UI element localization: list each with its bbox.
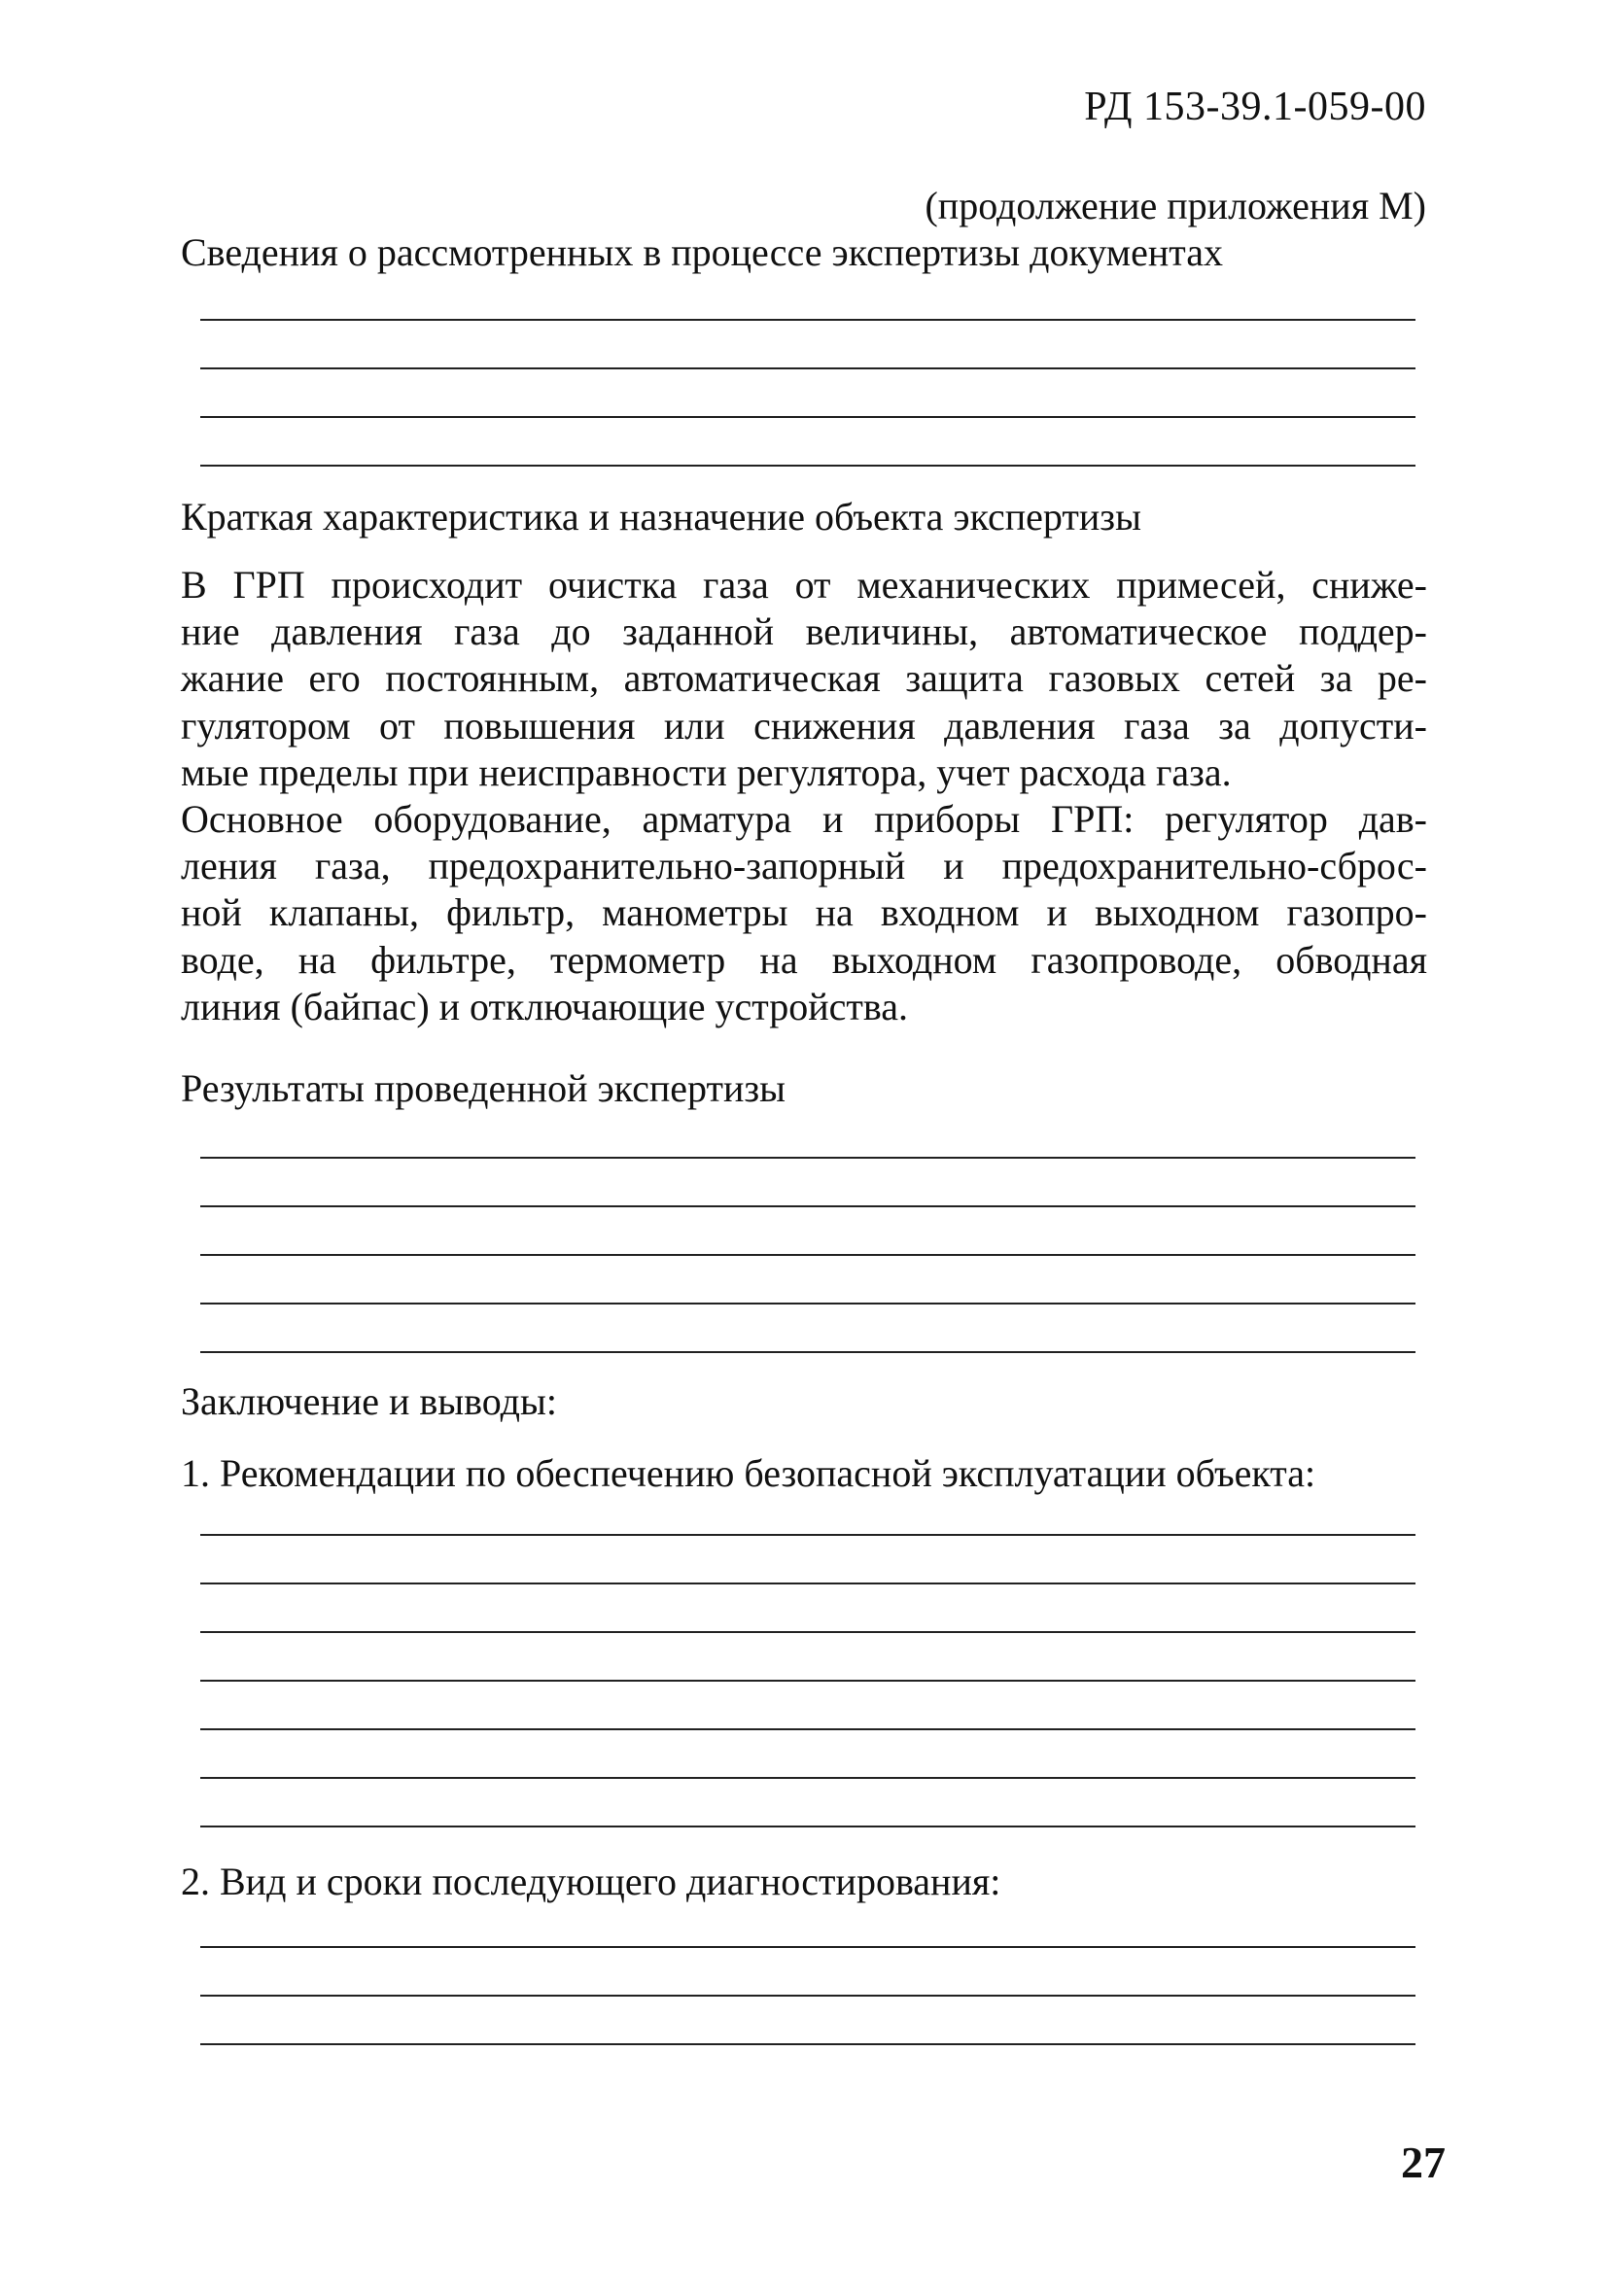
blank-line [200,1303,1415,1305]
diagnostics-heading: 2. Вид и сроки последующего диагностирования: [181,1860,1001,1903]
description-line: ной клапаны, фильтр, манометры на входном и выходном газопро- [181,890,1427,935]
reviewed-documents-heading: Сведения о рассмотренных в процессе экспертизы документах [181,230,1223,274]
object-description [181,562,1427,1030]
blank-line [200,1351,1415,1353]
description-line: линия (байпас) и отключающие устройства. [181,984,908,1028]
object-characteristics-heading: Краткая характеристика и назначение объекта экспертизы [181,495,1141,539]
blank-line [200,1254,1415,1256]
results-heading: Результаты проведенной экспертизы [181,1066,786,1110]
blank-line [200,2043,1415,2045]
blank-line [200,1205,1415,1207]
description-line: ления газа, предохранительно-запорный и предохранительно-сброс- [181,844,1427,888]
blank-line [200,367,1415,369]
description-line: мые пределы при неисправности регулятора, учет расхода газа. [181,749,1232,794]
description-line: ние давления газа до заданной величины, автоматическое поддер- [181,609,1427,654]
blank-line [200,1534,1415,1536]
blank-line [200,1680,1415,1682]
blank-line [200,319,1415,321]
description-line: Основное оборудование, арматура и приборы ГРП: регулятор дав- [181,797,1427,842]
blank-line [200,1826,1415,1827]
description-line: жание его постоянным, автоматическая защита газовых сетей за ре- [181,656,1427,701]
blank-line [200,1583,1415,1584]
blank-line [200,1995,1415,1997]
blank-line [200,416,1415,418]
appendix-continuation-note: (продолжение приложения М) [925,184,1426,227]
document-code: РД 153-39.1-059-00 [1084,85,1426,129]
description-line: гулятором от повышения или снижения давления газа за допусти- [181,703,1427,748]
blank-line [200,1946,1415,1948]
description-line: воде, на фильтре, термометр на выходном газопроводе, обводная [181,937,1427,982]
description-line: В ГРП происходит очистка газа от механических примесей, сниже- [181,563,1427,607]
page-number: 27 [1401,2138,1446,2187]
blank-line [200,465,1415,467]
conclusions-heading: Заключение и выводы: [181,1379,557,1423]
blank-line [200,1728,1415,1730]
blank-line [200,1777,1415,1779]
blank-line [200,1157,1415,1159]
recommendations-heading: 1. Рекомендации по обеспечению безопасной эксплуатации объекта: [181,1451,1316,1495]
blank-line [200,1631,1415,1633]
